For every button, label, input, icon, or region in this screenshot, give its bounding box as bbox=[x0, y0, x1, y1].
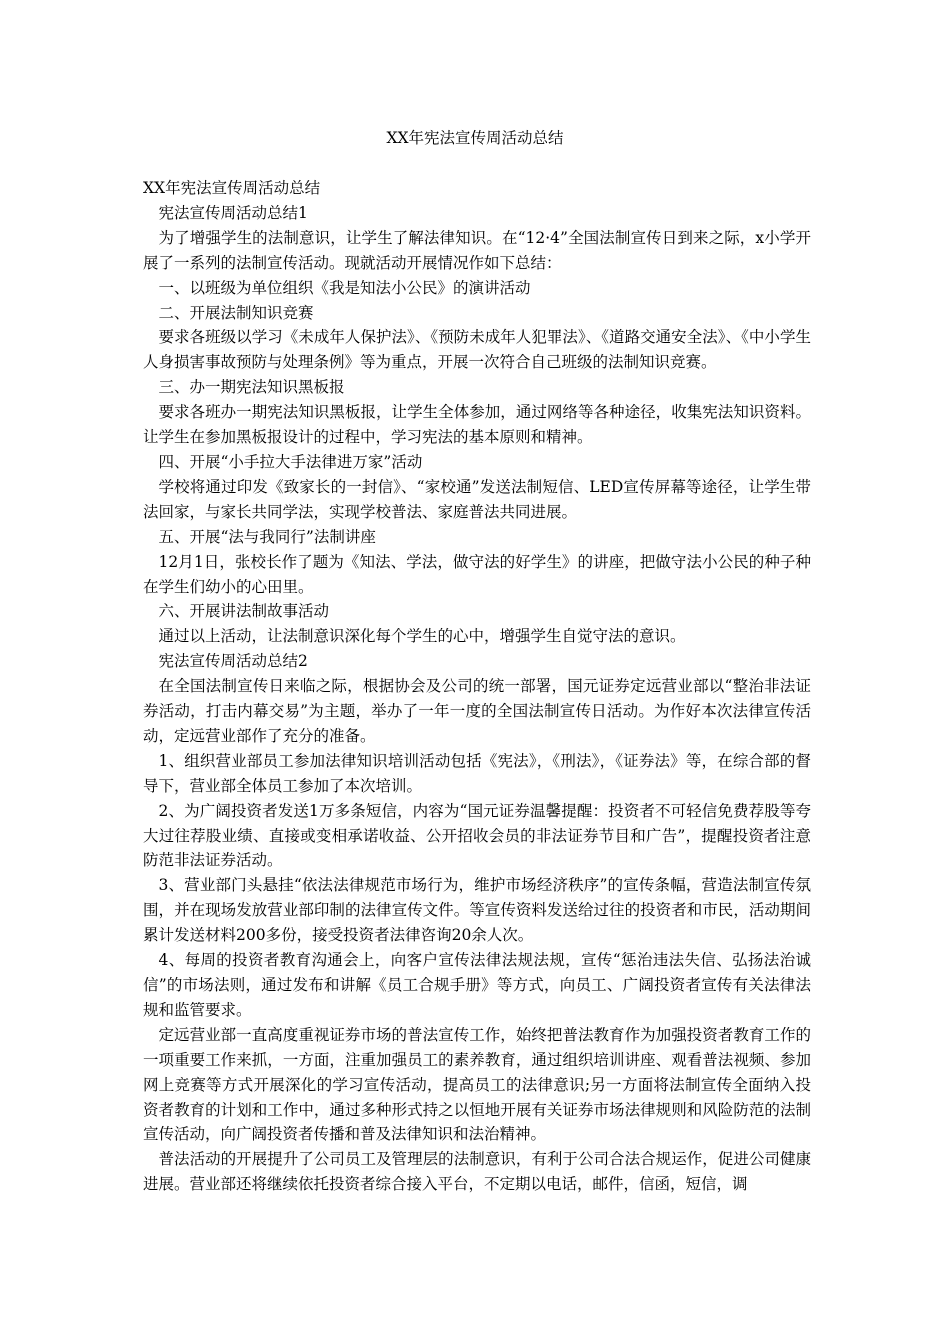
body-paragraph: 在全国法制宣传日来临之际，根据协会及公司的统一部署，国元证券定远营业部以“整治非法证券活动，打击内幕交易”为主题，举办了一年一度的全国法制宣传日活动。为作好本次法律宣传活动，定远营业部作了充分的准备。 bbox=[143, 677, 811, 745]
body-paragraph: 3、营业部门头悬挂“依法法律规范市场行为，维护市场经济秩序”的宣传条幅，营造法制宣传氛围，并在现场发放营业部印制的法律宣传文件。等宣传资料发送给过往的投资者和市民，活动期间累计发送材料200多份，接受投资者法律咨询20余人次。 bbox=[143, 876, 811, 945]
body-paragraph: 2、为广阔投资者发送1万多条短信，内容为“国元证券温馨提醒：投资者不可轻信免费荐股等夸大过往荐股业绩、直接或变相承诺收益、公开招收会员的非法证券节目和广告”，提醒投资者注意防范非法证券活动。 bbox=[143, 801, 811, 870]
document-body bbox=[143, 176, 811, 1197]
section-heading: 宪法宣传周活动总结2 bbox=[158, 652, 308, 671]
body-paragraph: 定远营业部一直高度重视证券市场的普法宣传工作，始终把普法教育作为加强投资者教育工作的一项重要工作来抓，一方面，注重加强员工的素养教育，通过组织培训讲座、观看普法视频、参加网上竞赛等方式开展深化的学习宣传活动，提高员工的法律意识;另一方面将法制宣传全面纳入投资者教育的计划和工作中，通过多种形式持之以恒地开展有关证券市场法律规则和风险防范的法制宣传活动，向广阔投资者传播和普及法律知识和法治精神。 bbox=[143, 1025, 811, 1144]
body-paragraph: 通过以上活动，让法制意识深化每个学生的心中，增强学生自觉守法的意识。 bbox=[158, 627, 686, 646]
body-paragraph: 要求各班办一期宪法知识黑板报，让学生全体参加，通过网络等各种途径，收集宪法知识资料。让学生在参加黑板报设计的过程中，学习宪法的基本原则和精神。 bbox=[143, 403, 811, 447]
body-paragraph: 12月1日，张校长作了题为《知法、学法，做守法的好学生》的讲座，把做守法小公民的种子种在学生们幼小的心田里。 bbox=[143, 552, 811, 596]
body-paragraph: 4、每周的投资者教育沟通会上，向客户宣传法律法规法规，宣传“惩治违法失信、弘扬法治诚信”的市场法则，通过发布和讲解《员工合规手册》等方式，向员工、广阔投资者宣传有关法律法规和监管要求。 bbox=[143, 951, 811, 1019]
section-heading: 一、以班级为单位组织《我是知法小公民》的演讲活动 bbox=[158, 278, 531, 297]
section-heading: 四、开展“小手拉大手法律进万家”活动 bbox=[158, 452, 423, 471]
body-paragraph: 学校将通过印发《致家长的一封信》、“家校通”发送法制短信、LED宣传屏幕等途径，让学生带法回家，与家长共同学法，实现学校普法、家庭普法共同进展。 bbox=[143, 477, 811, 521]
section-heading: 五、开展“法与我同行”法制讲座 bbox=[158, 527, 376, 546]
body-paragraph: 1、组织营业部员工参加法律知识培训活动包括《宪法》，《刑法》，《证券法》等，在综合部的督导下，营业部全体员工参加了本次培训。 bbox=[143, 751, 811, 795]
document-title: XX年宪法宣传周活动总结 bbox=[386, 129, 564, 147]
body-paragraph: 为了增强学生的法制意识，让学生了解法律知识。在“12·4”全国法制宣传日到来之际，x小学开展了一系列的法制宣传活动。现就活动开展情况作如下总结： bbox=[143, 228, 811, 272]
body-paragraph: 普法活动的开展提升了公司员工及管理层的法制意识，有利于公司合法合规运作，促进公司健康进展。营业部还将继续依托投资者综合接入平台，不定期以电话，邮件，信函，短信，调 bbox=[143, 1150, 811, 1194]
section-heading: 三、办一期宪法知识黑板报 bbox=[158, 378, 345, 397]
section-heading: 六、开展讲法制故事活动 bbox=[158, 602, 330, 621]
body-paragraph: 要求各班级以学习《未成年人保护法》、《预防未成年人犯罪法》、《道路交通安全法》、《中小学生人身损害事故预防与处理条例》等为重点，开展一次符合自己班级的法制知识竞赛。 bbox=[143, 328, 811, 372]
body-paragraph: XX年宪法宣传周活动总结 bbox=[143, 179, 321, 197]
section-heading: 二、开展法制知识竞赛 bbox=[158, 303, 314, 322]
section-heading: 宪法宣传周活动总结1 bbox=[158, 203, 308, 222]
